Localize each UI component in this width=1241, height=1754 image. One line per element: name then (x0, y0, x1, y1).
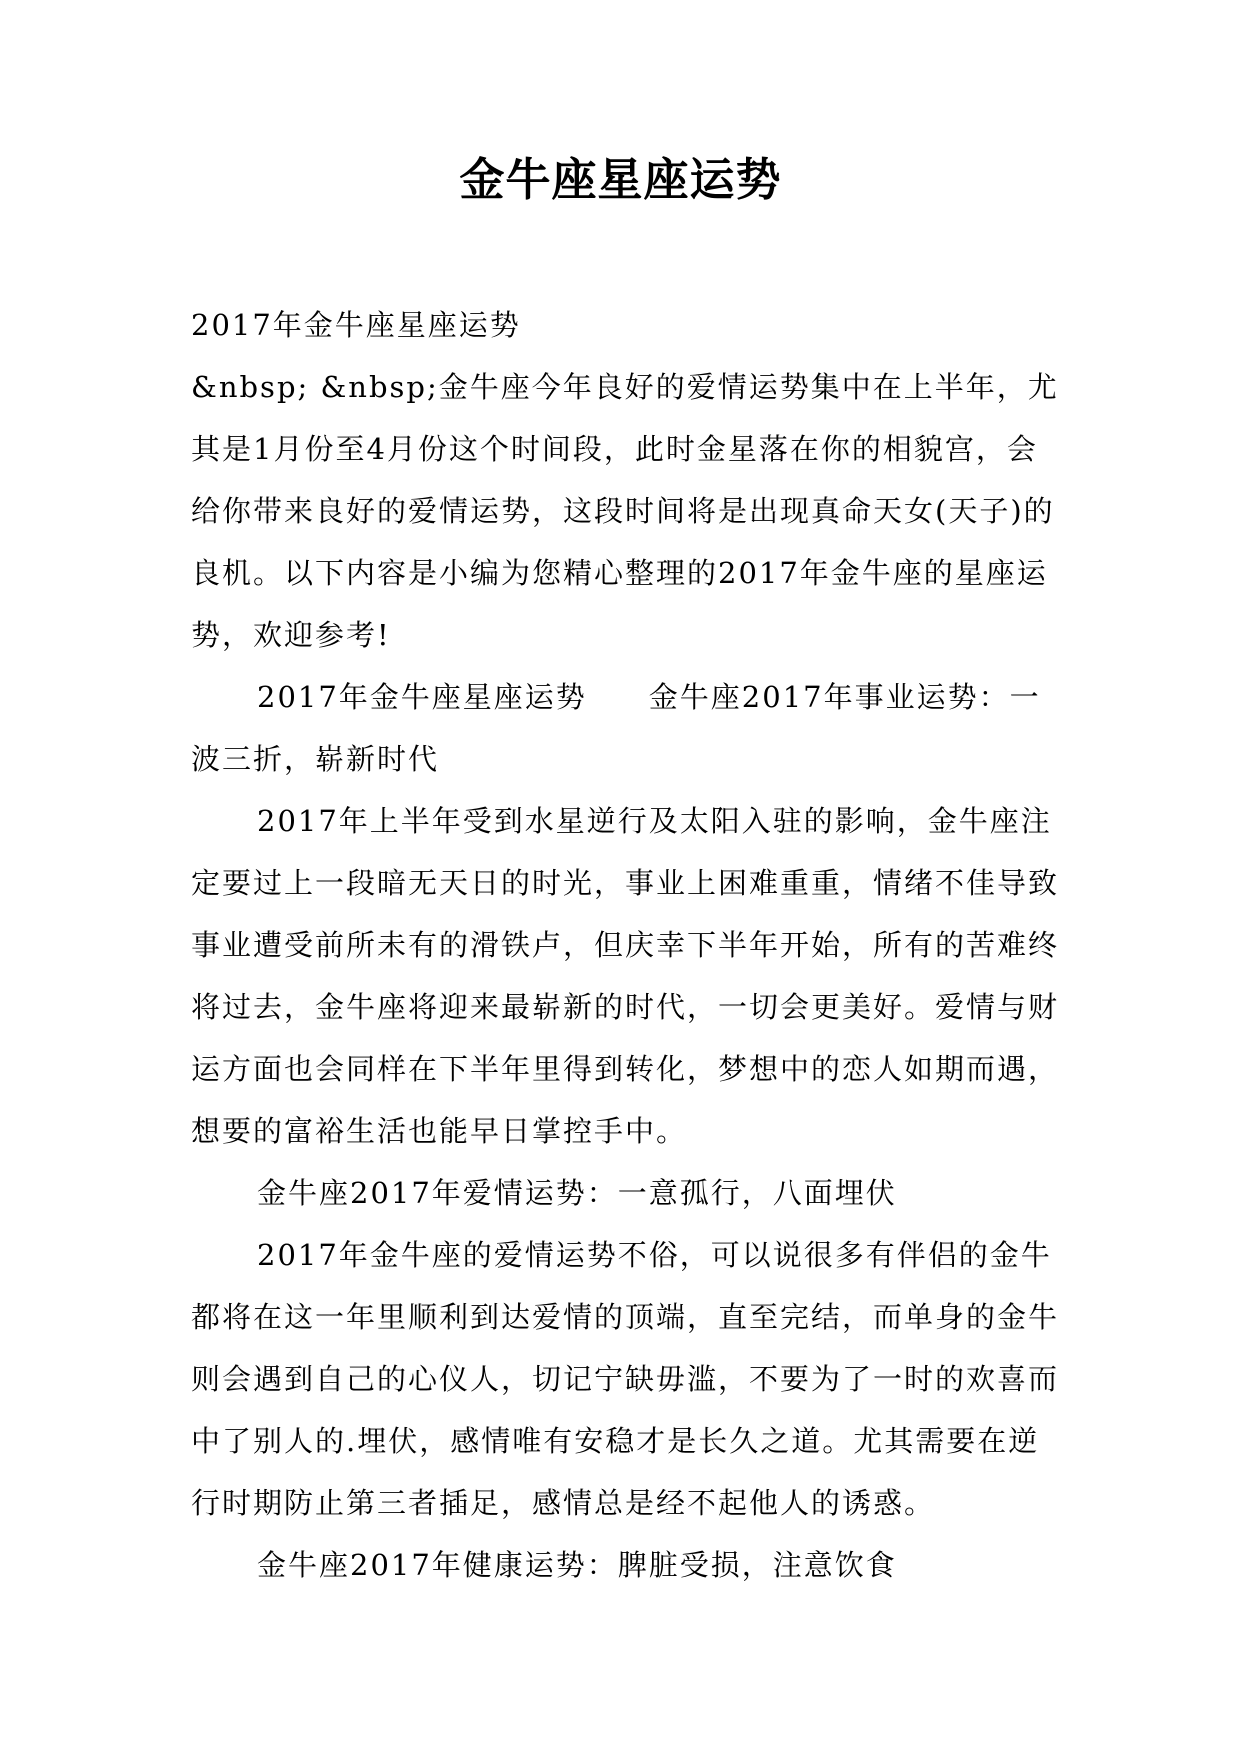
paragraph-health-heading: 金牛座2017年健康运势：脾脏受损，注意饮食 (257, 1548, 897, 1582)
document-body (191, 294, 1066, 1596)
document-title: 金牛座星座运势 (459, 153, 782, 206)
paragraph-intro: &nbsp; &nbsp;金牛座今年良好的爱情运势集中在上半年，尤其是1月份至4月份这个时间段，此时金星落在你的相貌宫，会给你带来良好的爱情运势，这段时间将是出现真命天女(天子)的良机。以下内容是小编为您精心整理的2017年金牛座的星座运势，欢迎参考! (191, 370, 1059, 652)
paragraph-heading: 2017年金牛座星座运势 (191, 308, 521, 342)
paragraph-love-heading: 金牛座2017年爱情运势：一意孤行，八面埋伏 (257, 1176, 897, 1210)
paragraph-love: 2017年金牛座的爱情运势不俗，可以说很多有伴侣的金牛都将在这一年里顺利到达爱情的顶端，直至完结，而单身的金牛则会遇到自己的心仪人，切记宁缺毋滥，不要为了一时的欢喜而中了别人的.埋伏，感情唯有安稳才是长久之道。尤其需要在逆行时期防止第三者插足，感情总是经不起他人的诱惑。 (191, 1238, 1060, 1520)
paragraph-career-heading: 2017年金牛座星座运势 金牛座2017年事业运势：一波三折，崭新时代 (191, 680, 1041, 776)
paragraph-career: 2017年上半年受到水星逆行及太阳入驻的影响，金牛座注定要过上一段暗无天日的时光，事业上困难重重，情绪不佳导致事业遭受前所未有的滑铁卢，但庆幸下半年开始，所有的苦难终将过去，金牛座将迎来最崭新的时代，一切会更美好。爱情与财运方面也会同样在下半年里得到转化，梦想中的恋人如期而遇，想要的富裕生活也能早日掌控手中。 (191, 804, 1060, 1148)
